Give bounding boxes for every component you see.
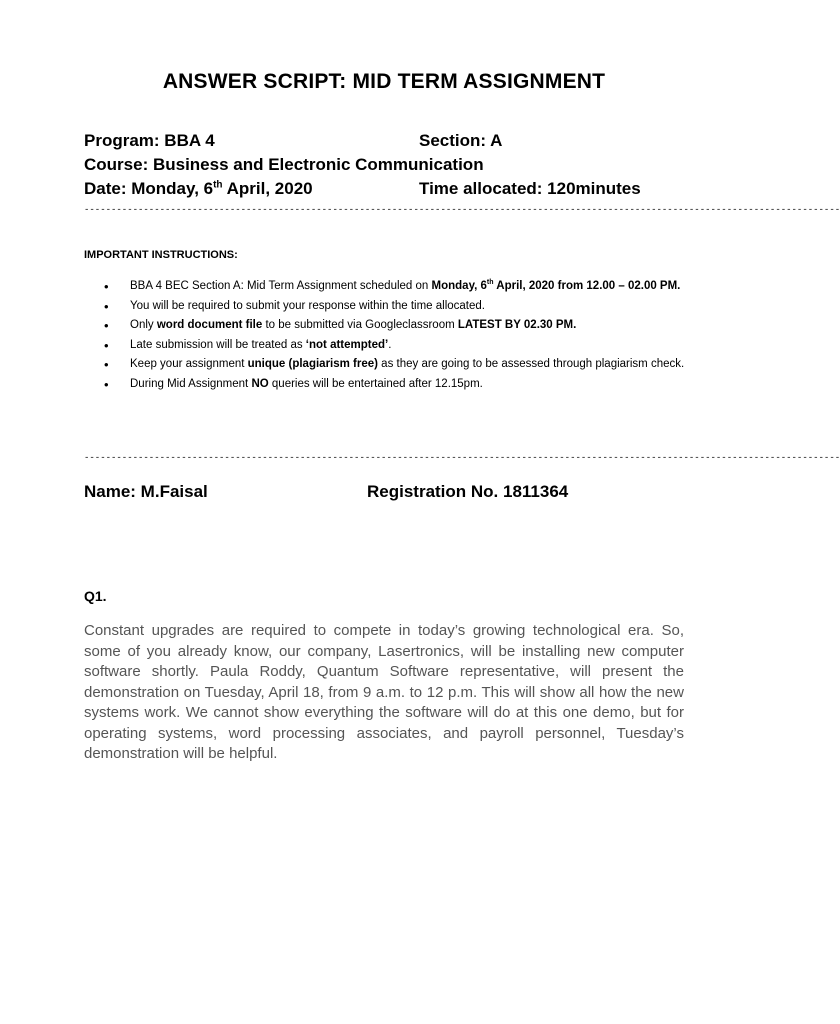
instructions-heading: IMPORTANT INSTRUCTIONS: bbox=[84, 249, 238, 261]
instruction-item bbox=[84, 355, 694, 375]
instruction-item bbox=[84, 316, 694, 336]
section-label: Section: A bbox=[419, 131, 503, 150]
date-superscript: th bbox=[213, 179, 223, 191]
instruction-text: BBA 4 BEC Section A: Mid Term Assignment scheduled on bbox=[130, 280, 432, 292]
instruction-bold: Monday, 6 bbox=[431, 280, 487, 292]
instruction-text: You will be required to submit your response within the time allocated. bbox=[130, 299, 485, 312]
document-title: ANSWER SCRIPT: MID TERM ASSIGNMENT bbox=[162, 70, 606, 93]
date-suffix: April, 2020 bbox=[222, 179, 313, 198]
instruction-bold: LATEST BY 02.30 PM. bbox=[457, 319, 577, 331]
instruction-text: . bbox=[388, 338, 392, 351]
date-label bbox=[84, 179, 313, 199]
question-label: Q1. bbox=[84, 588, 107, 604]
instruction-bold: unique (plagiarism free) bbox=[247, 358, 378, 370]
instruction-bold: ‘not attempted’ bbox=[305, 338, 389, 351]
instruction-text: to be submitted via Googleclassroom bbox=[262, 319, 458, 331]
instruction-bold: word document file bbox=[156, 319, 263, 331]
instruction-superscript: th bbox=[486, 279, 494, 287]
instructions-list bbox=[84, 277, 694, 394]
instruction-text: Late submission will be treated as bbox=[130, 338, 306, 351]
student-name: Name: M.Faisal bbox=[84, 482, 208, 501]
time-allocated-label: Time allocated: 120minutes bbox=[419, 179, 641, 198]
separator-bottom: -------------------------------------------------------------------------------------------------------------------------------------------- bbox=[84, 453, 840, 463]
registration-number: Registration No. 1811364 bbox=[367, 482, 569, 501]
course-label: Course: Business and Electronic Communication bbox=[84, 155, 484, 174]
separator-top: -------------------------------------------------------------------------------------------------------------------------------------------- bbox=[84, 205, 840, 215]
instruction-item bbox=[84, 336, 694, 356]
answer-paragraph: Constant upgrades are required to compete in today’s growing technological era. So, some of you already know, our company, Lasertronics, will be installing new computer software shortly. Paula Roddy, Quantum Software representative, will present the demonstration on Tuesday, April 18, from 9 a.m. to 12 p.m. This will show all how the new systems work. We cannot show everything the software will do at this one demo, but for operating systems, word processing associates, and payroll personnel, Tuesday’s demonstration will be helpful. bbox=[84, 622, 684, 762]
instruction-text: During Mid Assignment bbox=[130, 377, 252, 390]
instruction-text: queries will be entertained after 12.15pm. bbox=[268, 377, 483, 390]
program-label: Program: BBA 4 bbox=[84, 131, 215, 150]
instruction-item bbox=[84, 297, 694, 317]
instruction-bold: NO bbox=[251, 377, 269, 390]
instruction-bold: April, 2020 from 12.00 – 02.00 PM. bbox=[493, 280, 681, 292]
instruction-item bbox=[84, 375, 694, 395]
instruction-text: Only bbox=[130, 319, 157, 331]
instruction-item bbox=[84, 277, 694, 297]
instruction-text: as they are going to be assessed through plagiarism check. bbox=[377, 358, 685, 370]
date-prefix: Date: Monday, 6 bbox=[84, 179, 214, 198]
instruction-text: Keep your assignment bbox=[130, 358, 248, 370]
